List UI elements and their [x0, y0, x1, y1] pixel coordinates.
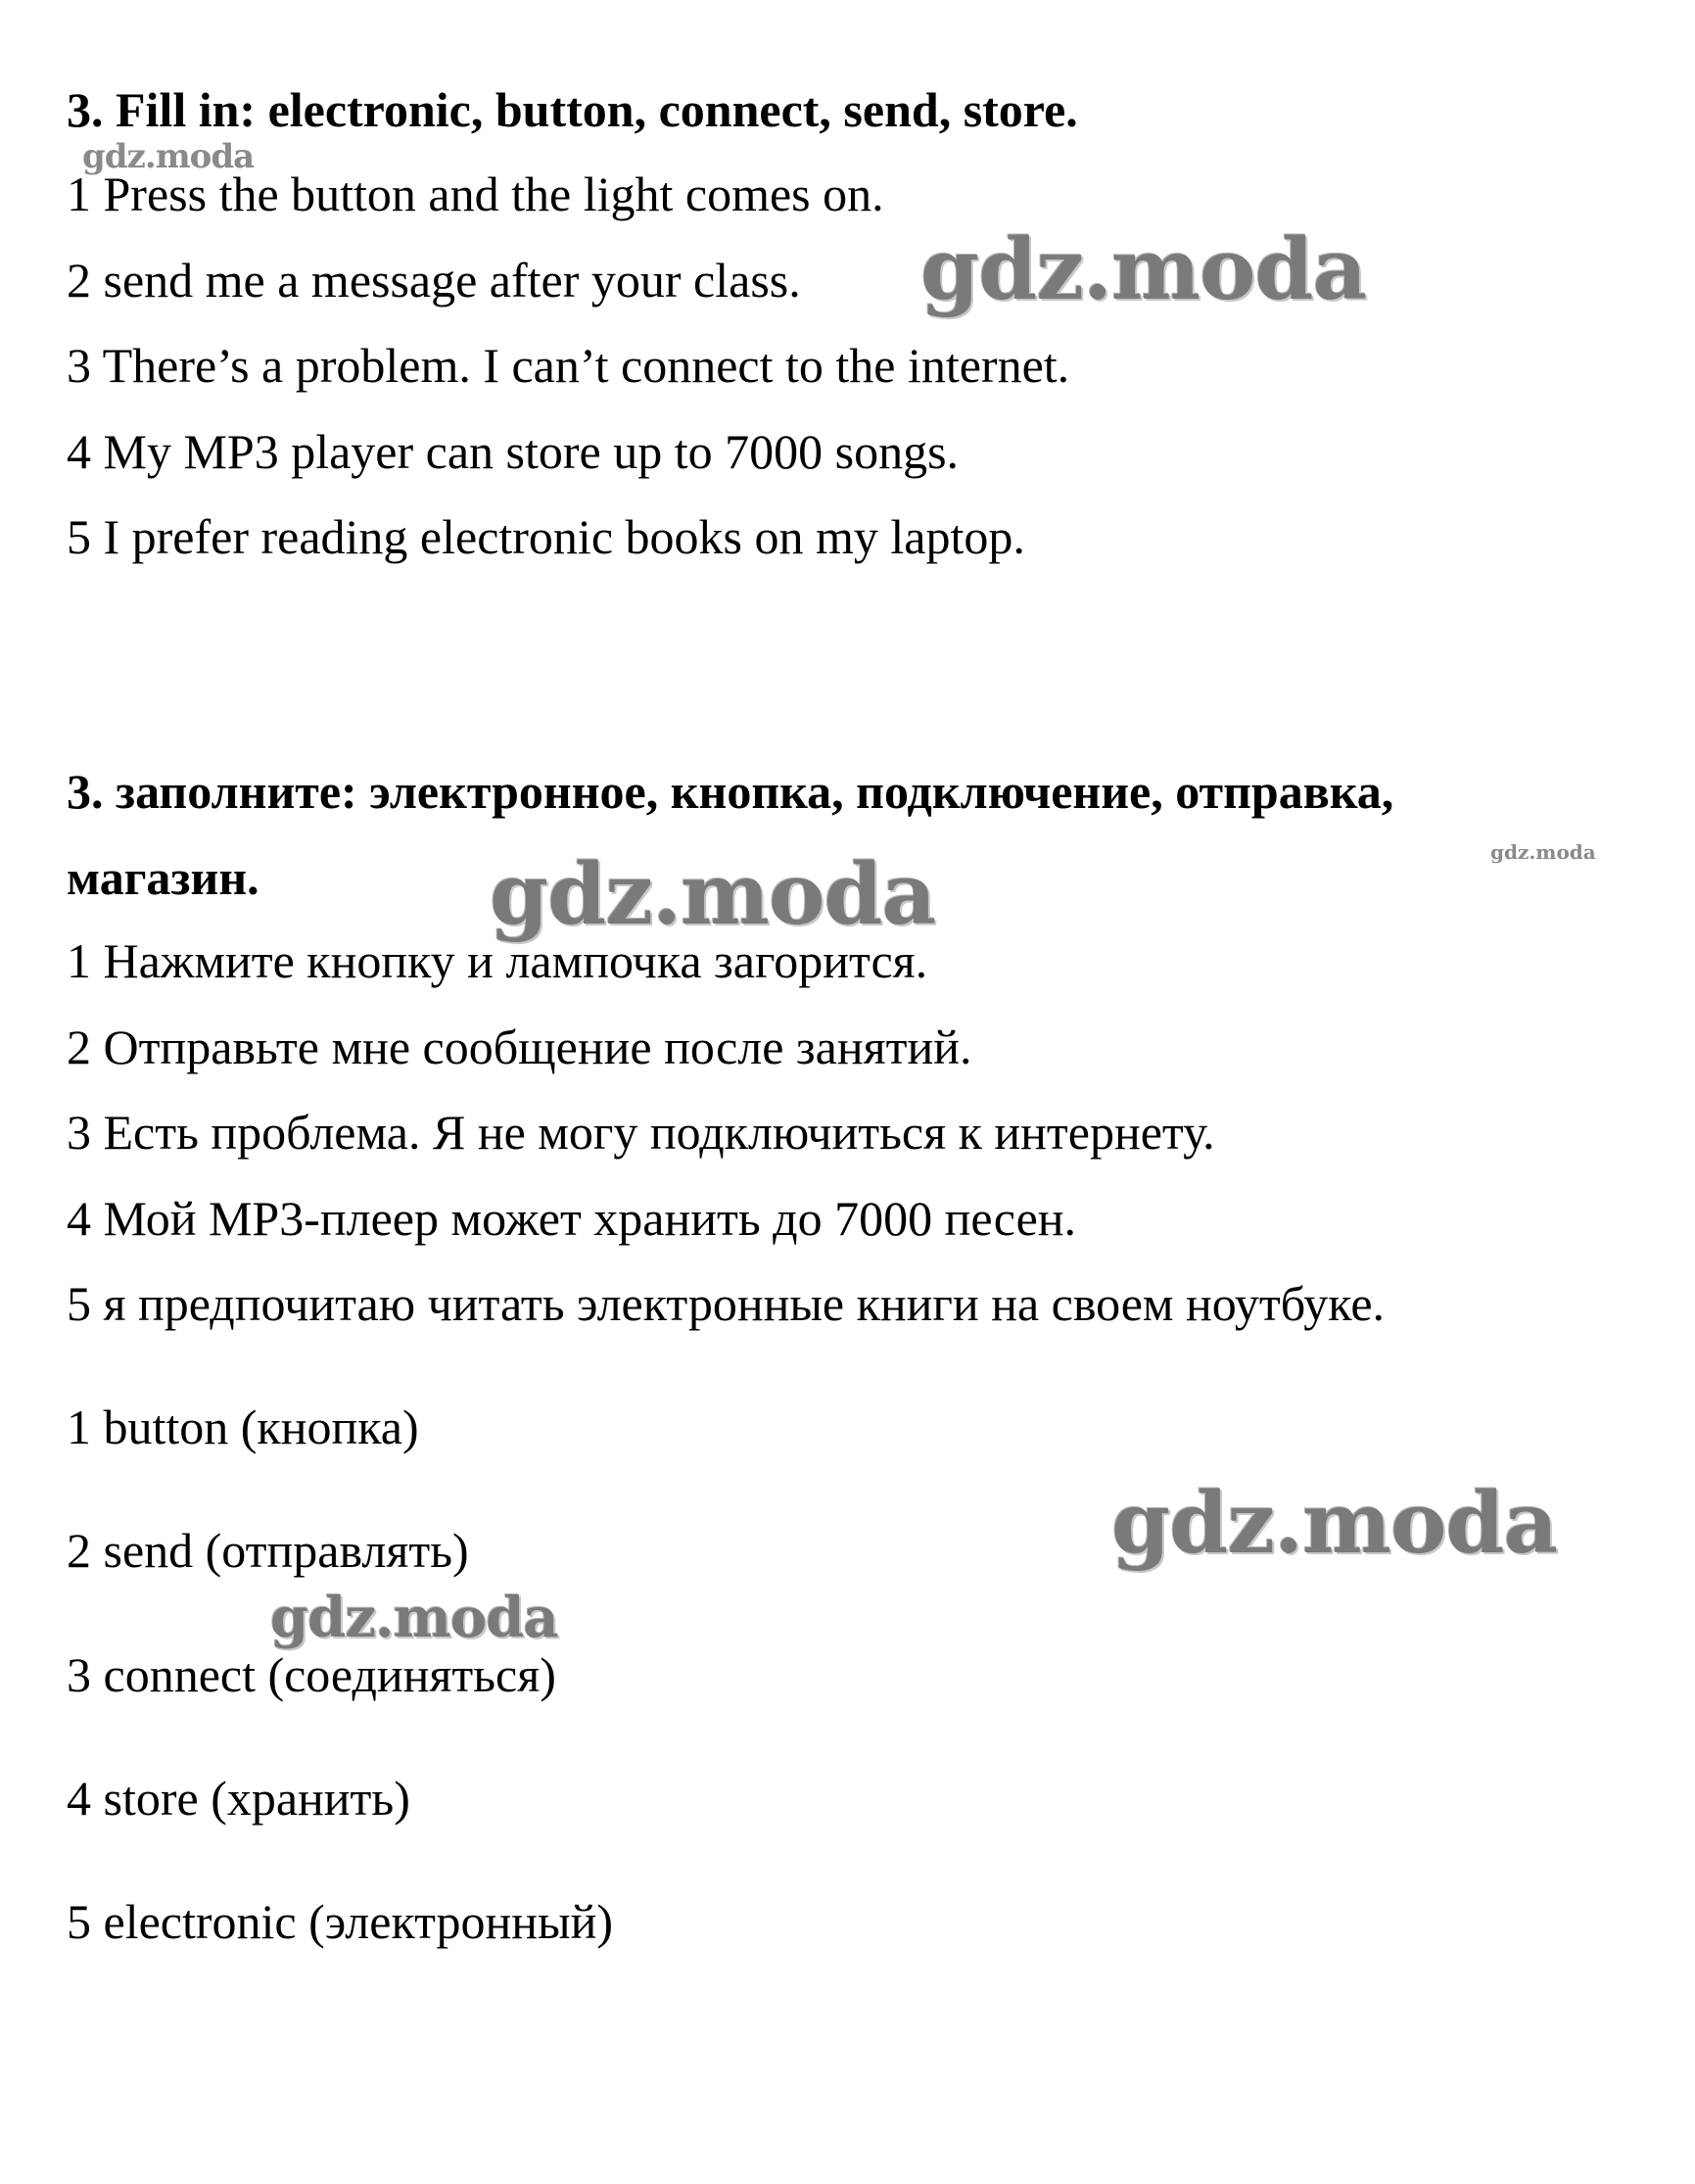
russian-item-2: 2 Отправьте мне сообщение после занятий. — [67, 1020, 972, 1074]
answer-4: 4 store (хранить) — [67, 1771, 410, 1826]
english-item-5: 5 I prefer reading electronic books on my laptop. — [67, 509, 1025, 564]
english-item-2: 2 send me a message after your class. — [67, 253, 801, 308]
answer-1: 1 button (кнопка) — [67, 1400, 419, 1454]
watermark: gdz.moda — [270, 1586, 558, 1650]
english-item-4: 4 My MP3 player can store up to 7000 songs. — [67, 424, 960, 479]
russian-item-1: 1 Нажмите кнопку и лампочка загорится. — [67, 933, 928, 988]
exercise-title-russian-line1: 3. заполните: электронное, кнопка, подключение, отправка, — [67, 764, 1394, 819]
russian-item-5: 5 я предпочитаю читать электронные книги на своем ноутбуке. — [67, 1276, 1386, 1331]
watermark: gdz.moda — [920, 220, 1367, 319]
exercise-title-russian-line2: магазин. — [67, 850, 259, 905]
watermark: gdz.moda — [82, 137, 255, 176]
watermark: gdz.moda — [1111, 1474, 1558, 1573]
answer-5: 5 electronic (электронный) — [67, 1894, 614, 1949]
russian-item-3: 3 Есть проблема. Я не могу подключиться к интернету. — [67, 1105, 1215, 1160]
watermark: gdz.moda — [490, 845, 936, 944]
exercise-title-english: 3. Fill in: electronic, button, connect, send, store. — [67, 82, 1078, 137]
english-item-3: 3 There’s a problem. I can’t connect to the internet. — [67, 338, 1070, 393]
english-item-1: 1 Press the button and the light comes on. — [67, 166, 884, 221]
watermark: gdz.moda — [1490, 840, 1596, 864]
russian-item-4: 4 Мой МР3-плеер может хранить до 7000 песен. — [67, 1191, 1077, 1246]
answer-2: 2 send (отправлять) — [67, 1523, 469, 1578]
answer-3: 3 connect (соединяться) — [67, 1647, 556, 1702]
